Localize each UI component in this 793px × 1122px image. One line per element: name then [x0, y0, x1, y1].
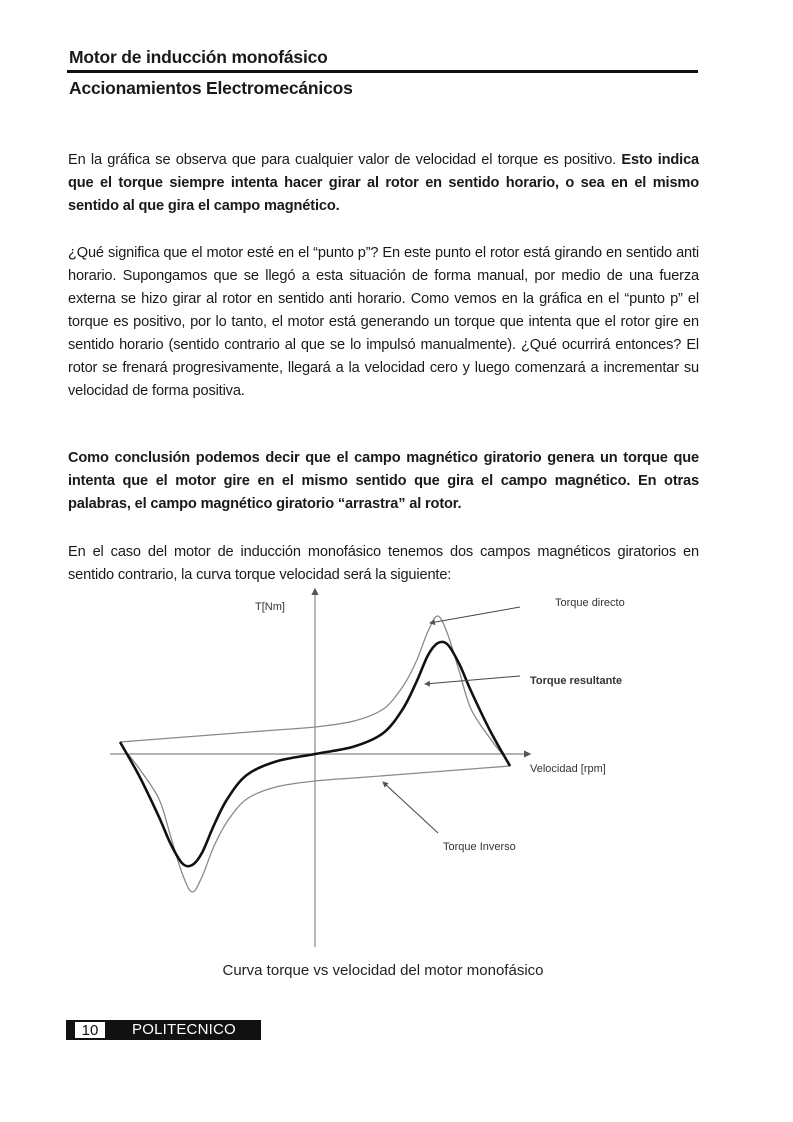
torque-speed-chart: [100, 585, 660, 955]
header-divider: [67, 70, 698, 73]
page-number: 10: [74, 1021, 106, 1039]
chart-caption: [0, 962, 793, 979]
arrow-torque-directo: [430, 607, 520, 623]
arrow-torque-resultante: [425, 676, 520, 684]
footer-bar: [66, 1020, 261, 1040]
x-axis-label: Velocidad [rpm]: [530, 763, 606, 775]
paragraph-torque-positive: [68, 149, 699, 218]
annotation-torque-inverso: Torque Inverso: [443, 841, 516, 853]
document-title: Motor de inducción monofásico: [69, 47, 328, 67]
p1-normal-text: En la gráfica se observa que para cualquier valor de velocidad el torque es positivo.: [68, 152, 622, 168]
y-axis-label: T[Nm]: [255, 601, 285, 613]
paragraph-conclusion: Como conclusión podemos decir que el campo magnético giratorio genera un torque que intenta que el motor gire en el mismo sentido que gira el campo magnético. En otras palabras, el campo magnético giratorio “arrastra” al rotor.: [68, 450, 699, 512]
paragraph-punto-p: ¿Qué significa que el motor esté en el “punto p”? En este punto el rotor está girando en sentido anti horario. Supongamos que se llegó a esta situación de forma manual, por medio de una fuerza externa se hizo girar al rotor en sentido anti horario. Como vemos en la gráfica en el “punto p” el torque es positivo, por lo tanto, el motor está generando un torque que intenta que el rotor gire en sentido horario (sentido contrario al que se lo impulsó manualmente). ¿Qué ocurrirá entonces? El rotor se frenará progresivamente, llegará a la velocidad cero y luego comenzará a incrementar su velocidad de forma positiva.: [68, 245, 699, 399]
series-torque-directo: [120, 616, 502, 754]
footer-brand: POLITECNICO: [132, 1021, 236, 1038]
annotation-torque-directo: Torque directo: [555, 597, 625, 609]
annotation-torque-resultante: Torque resultante: [530, 675, 623, 687]
paragraph-monofasico: En el caso del motor de inducción monofásico tenemos dos campos magnéticos giratorios en sentido contrario, la curva torque velocidad será la siguiente:: [68, 544, 699, 583]
series-torque-inverso: [128, 754, 510, 892]
arrow-torque-inverso: [383, 782, 438, 833]
document-subtitle: Accionamientos Electromecánicos: [69, 78, 353, 98]
p1-bold-text: Esto indica que el torque siempre intenta hacer girar al rotor en sentido horario, o sea en el mismo sentido al que gira el campo magnético.: [68, 152, 699, 214]
chart-caption-text: Curva torque vs velocidad del motor monofásico: [222, 962, 544, 979]
